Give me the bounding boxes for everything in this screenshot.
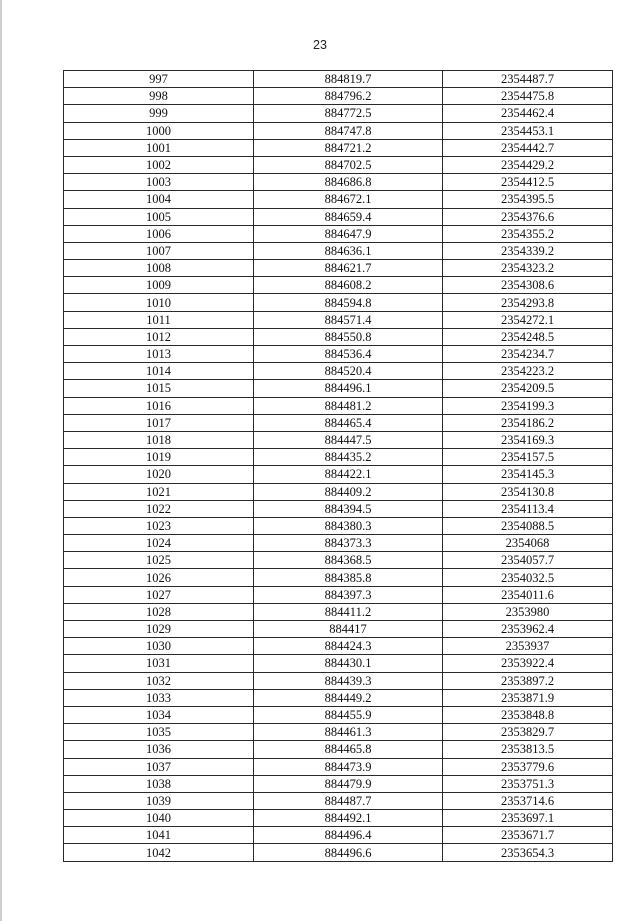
point-number-cell: 1028 [64,603,254,620]
y-coordinate-cell: 2354442.7 [443,139,613,156]
y-coordinate-cell: 2354130.8 [443,483,613,500]
point-number-cell: 1018 [64,431,254,448]
x-coordinate-cell: 884411.2 [254,603,443,620]
y-coordinate-cell: 2354169.3 [443,431,613,448]
y-coordinate-cell: 2354223.2 [443,363,613,380]
table-row [64,363,613,380]
table-row [64,466,613,483]
table-row [64,689,613,706]
x-coordinate-cell: 884796.2 [254,88,443,105]
table-row [64,122,613,139]
coordinates-table-body [64,71,613,862]
table-row [64,431,613,448]
table-row [64,483,613,500]
y-coordinate-cell: 2353848.8 [443,706,613,723]
y-coordinate-cell: 2353671.7 [443,827,613,844]
table-row [64,792,613,809]
table-row [64,672,613,689]
y-coordinate-cell: 2354113.4 [443,500,613,517]
x-coordinate-cell: 884550.8 [254,328,443,345]
x-coordinate-cell: 884721.2 [254,139,443,156]
table-row [64,208,613,225]
point-number-cell: 997 [64,71,254,88]
y-coordinate-cell: 2353897.2 [443,672,613,689]
table-row [64,775,613,792]
x-coordinate-cell: 884496.1 [254,380,443,397]
table-row [64,397,613,414]
y-coordinate-cell: 2353714.6 [443,792,613,809]
point-number-cell: 1042 [64,844,254,861]
y-coordinate-cell: 2354199.3 [443,397,613,414]
point-number-cell: 1036 [64,741,254,758]
point-number-cell: 1039 [64,792,254,809]
table-row [64,380,613,397]
point-number-cell: 1035 [64,724,254,741]
point-number-cell: 1004 [64,191,254,208]
table-row [64,242,613,259]
point-number-cell: 1007 [64,242,254,259]
y-coordinate-cell: 2354308.6 [443,277,613,294]
y-coordinate-cell: 2353962.4 [443,621,613,638]
y-coordinate-cell: 2353654.3 [443,844,613,861]
point-number-cell: 1016 [64,397,254,414]
x-coordinate-cell: 884672.1 [254,191,443,208]
x-coordinate-cell: 884447.5 [254,431,443,448]
point-number-cell: 1000 [64,122,254,139]
x-coordinate-cell: 884772.5 [254,105,443,122]
x-coordinate-cell: 884439.3 [254,672,443,689]
y-coordinate-cell: 2354068 [443,535,613,552]
table-row [64,535,613,552]
point-number-cell: 1026 [64,569,254,586]
table-row [64,294,613,311]
x-coordinate-cell: 884380.3 [254,517,443,534]
point-number-cell: 1024 [64,535,254,552]
table-row [64,758,613,775]
y-coordinate-cell: 2354157.5 [443,449,613,466]
x-coordinate-cell: 884647.9 [254,225,443,242]
table-row [64,827,613,844]
point-number-cell: 999 [64,105,254,122]
table-row [64,603,613,620]
table-row [64,724,613,741]
y-coordinate-cell: 2353871.9 [443,689,613,706]
y-coordinate-cell: 2354248.5 [443,328,613,345]
y-coordinate-cell: 2354339.2 [443,242,613,259]
table-row [64,552,613,569]
table-row [64,655,613,672]
x-coordinate-cell: 884430.1 [254,655,443,672]
y-coordinate-cell: 2354088.5 [443,517,613,534]
y-coordinate-cell: 2354412.5 [443,174,613,191]
table-row [64,346,613,363]
y-coordinate-cell: 2353829.7 [443,724,613,741]
table-row [64,71,613,88]
y-coordinate-cell: 2354272.1 [443,311,613,328]
point-number-cell: 1034 [64,706,254,723]
point-number-cell: 1017 [64,414,254,431]
y-coordinate-cell: 2354355.2 [443,225,613,242]
x-coordinate-cell: 884409.2 [254,483,443,500]
table-row [64,500,613,517]
y-coordinate-cell: 2354186.2 [443,414,613,431]
x-coordinate-cell: 884819.7 [254,71,443,88]
point-number-cell: 1037 [64,758,254,775]
point-number-cell: 1033 [64,689,254,706]
x-coordinate-cell: 884492.1 [254,810,443,827]
y-coordinate-cell: 2354011.6 [443,586,613,603]
point-number-cell: 1013 [64,346,254,363]
x-coordinate-cell: 884621.7 [254,260,443,277]
point-number-cell: 1008 [64,260,254,277]
x-coordinate-cell: 884479.9 [254,775,443,792]
point-number-cell: 1002 [64,156,254,173]
point-number-cell: 1010 [64,294,254,311]
table-row [64,88,613,105]
x-coordinate-cell: 884424.3 [254,638,443,655]
x-coordinate-cell: 884368.5 [254,552,443,569]
x-coordinate-cell: 884659.4 [254,208,443,225]
y-coordinate-cell: 2354209.5 [443,380,613,397]
point-number-cell: 1025 [64,552,254,569]
x-coordinate-cell: 884496.4 [254,827,443,844]
y-coordinate-cell: 2354234.7 [443,346,613,363]
point-number-cell: 1014 [64,363,254,380]
point-number-cell: 1015 [64,380,254,397]
table-row [64,741,613,758]
x-coordinate-cell: 884417 [254,621,443,638]
table-row [64,156,613,173]
y-coordinate-cell: 2353751.3 [443,775,613,792]
table-row [64,311,613,328]
point-number-cell: 1001 [64,139,254,156]
y-coordinate-cell: 2354475.8 [443,88,613,105]
x-coordinate-cell: 884481.2 [254,397,443,414]
x-coordinate-cell: 884686.8 [254,174,443,191]
y-coordinate-cell: 2354395.5 [443,191,613,208]
x-coordinate-cell: 884473.9 [254,758,443,775]
point-number-cell: 1020 [64,466,254,483]
point-number-cell: 1031 [64,655,254,672]
table-row [64,225,613,242]
y-coordinate-cell: 2354376.6 [443,208,613,225]
y-coordinate-cell: 2353779.6 [443,758,613,775]
point-number-cell: 1041 [64,827,254,844]
table-row [64,105,613,122]
table-row [64,139,613,156]
x-coordinate-cell: 884465.4 [254,414,443,431]
y-coordinate-cell: 2354032.5 [443,569,613,586]
point-number-cell: 1012 [64,328,254,345]
y-coordinate-cell: 2354429.2 [443,156,613,173]
y-coordinate-cell: 2354145.3 [443,466,613,483]
y-coordinate-cell: 2354453.1 [443,122,613,139]
point-number-cell: 1005 [64,208,254,225]
point-number-cell: 1038 [64,775,254,792]
coordinates-table [63,70,613,862]
table-row [64,174,613,191]
x-coordinate-cell: 884747.8 [254,122,443,139]
point-number-cell: 1006 [64,225,254,242]
y-coordinate-cell: 2354057.7 [443,552,613,569]
table-row [64,621,613,638]
table-row [64,191,613,208]
x-coordinate-cell: 884496.6 [254,844,443,861]
table-row [64,277,613,294]
x-coordinate-cell: 884449.2 [254,689,443,706]
point-number-cell: 998 [64,88,254,105]
table-row [64,414,613,431]
y-coordinate-cell: 2353980 [443,603,613,620]
y-coordinate-cell: 2353697.1 [443,810,613,827]
y-coordinate-cell: 2353937 [443,638,613,655]
x-coordinate-cell: 884422.1 [254,466,443,483]
y-coordinate-cell: 2354487.7 [443,71,613,88]
x-coordinate-cell: 884536.4 [254,346,443,363]
x-coordinate-cell: 884608.2 [254,277,443,294]
point-number-cell: 1027 [64,586,254,603]
y-coordinate-cell: 2354323.2 [443,260,613,277]
table-row [64,844,613,861]
x-coordinate-cell: 884461.3 [254,724,443,741]
point-number-cell: 1029 [64,621,254,638]
x-coordinate-cell: 884394.5 [254,500,443,517]
table-row [64,328,613,345]
point-number-cell: 1022 [64,500,254,517]
x-coordinate-cell: 884373.3 [254,535,443,552]
y-coordinate-cell: 2353922.4 [443,655,613,672]
page-number: 23 [313,38,327,52]
x-coordinate-cell: 884571.4 [254,311,443,328]
point-number-cell: 1009 [64,277,254,294]
point-number-cell: 1023 [64,517,254,534]
y-coordinate-cell: 2354462.4 [443,105,613,122]
point-number-cell: 1040 [64,810,254,827]
table-row [64,569,613,586]
point-number-cell: 1021 [64,483,254,500]
x-coordinate-cell: 884487.7 [254,792,443,809]
point-number-cell: 1003 [64,174,254,191]
table-row [64,260,613,277]
point-number-cell: 1019 [64,449,254,466]
table-row [64,586,613,603]
x-coordinate-cell: 884385.8 [254,569,443,586]
x-coordinate-cell: 884465.8 [254,741,443,758]
table-row [64,810,613,827]
y-coordinate-cell: 2353813.5 [443,741,613,758]
table-row [64,449,613,466]
point-number-cell: 1030 [64,638,254,655]
table-row [64,638,613,655]
x-coordinate-cell: 884397.3 [254,586,443,603]
x-coordinate-cell: 884702.5 [254,156,443,173]
x-coordinate-cell: 884520.4 [254,363,443,380]
point-number-cell: 1011 [64,311,254,328]
x-coordinate-cell: 884594.8 [254,294,443,311]
y-coordinate-cell: 2354293.8 [443,294,613,311]
x-coordinate-cell: 884435.2 [254,449,443,466]
x-coordinate-cell: 884455.9 [254,706,443,723]
table-row [64,517,613,534]
table-row [64,706,613,723]
x-coordinate-cell: 884636.1 [254,242,443,259]
point-number-cell: 1032 [64,672,254,689]
